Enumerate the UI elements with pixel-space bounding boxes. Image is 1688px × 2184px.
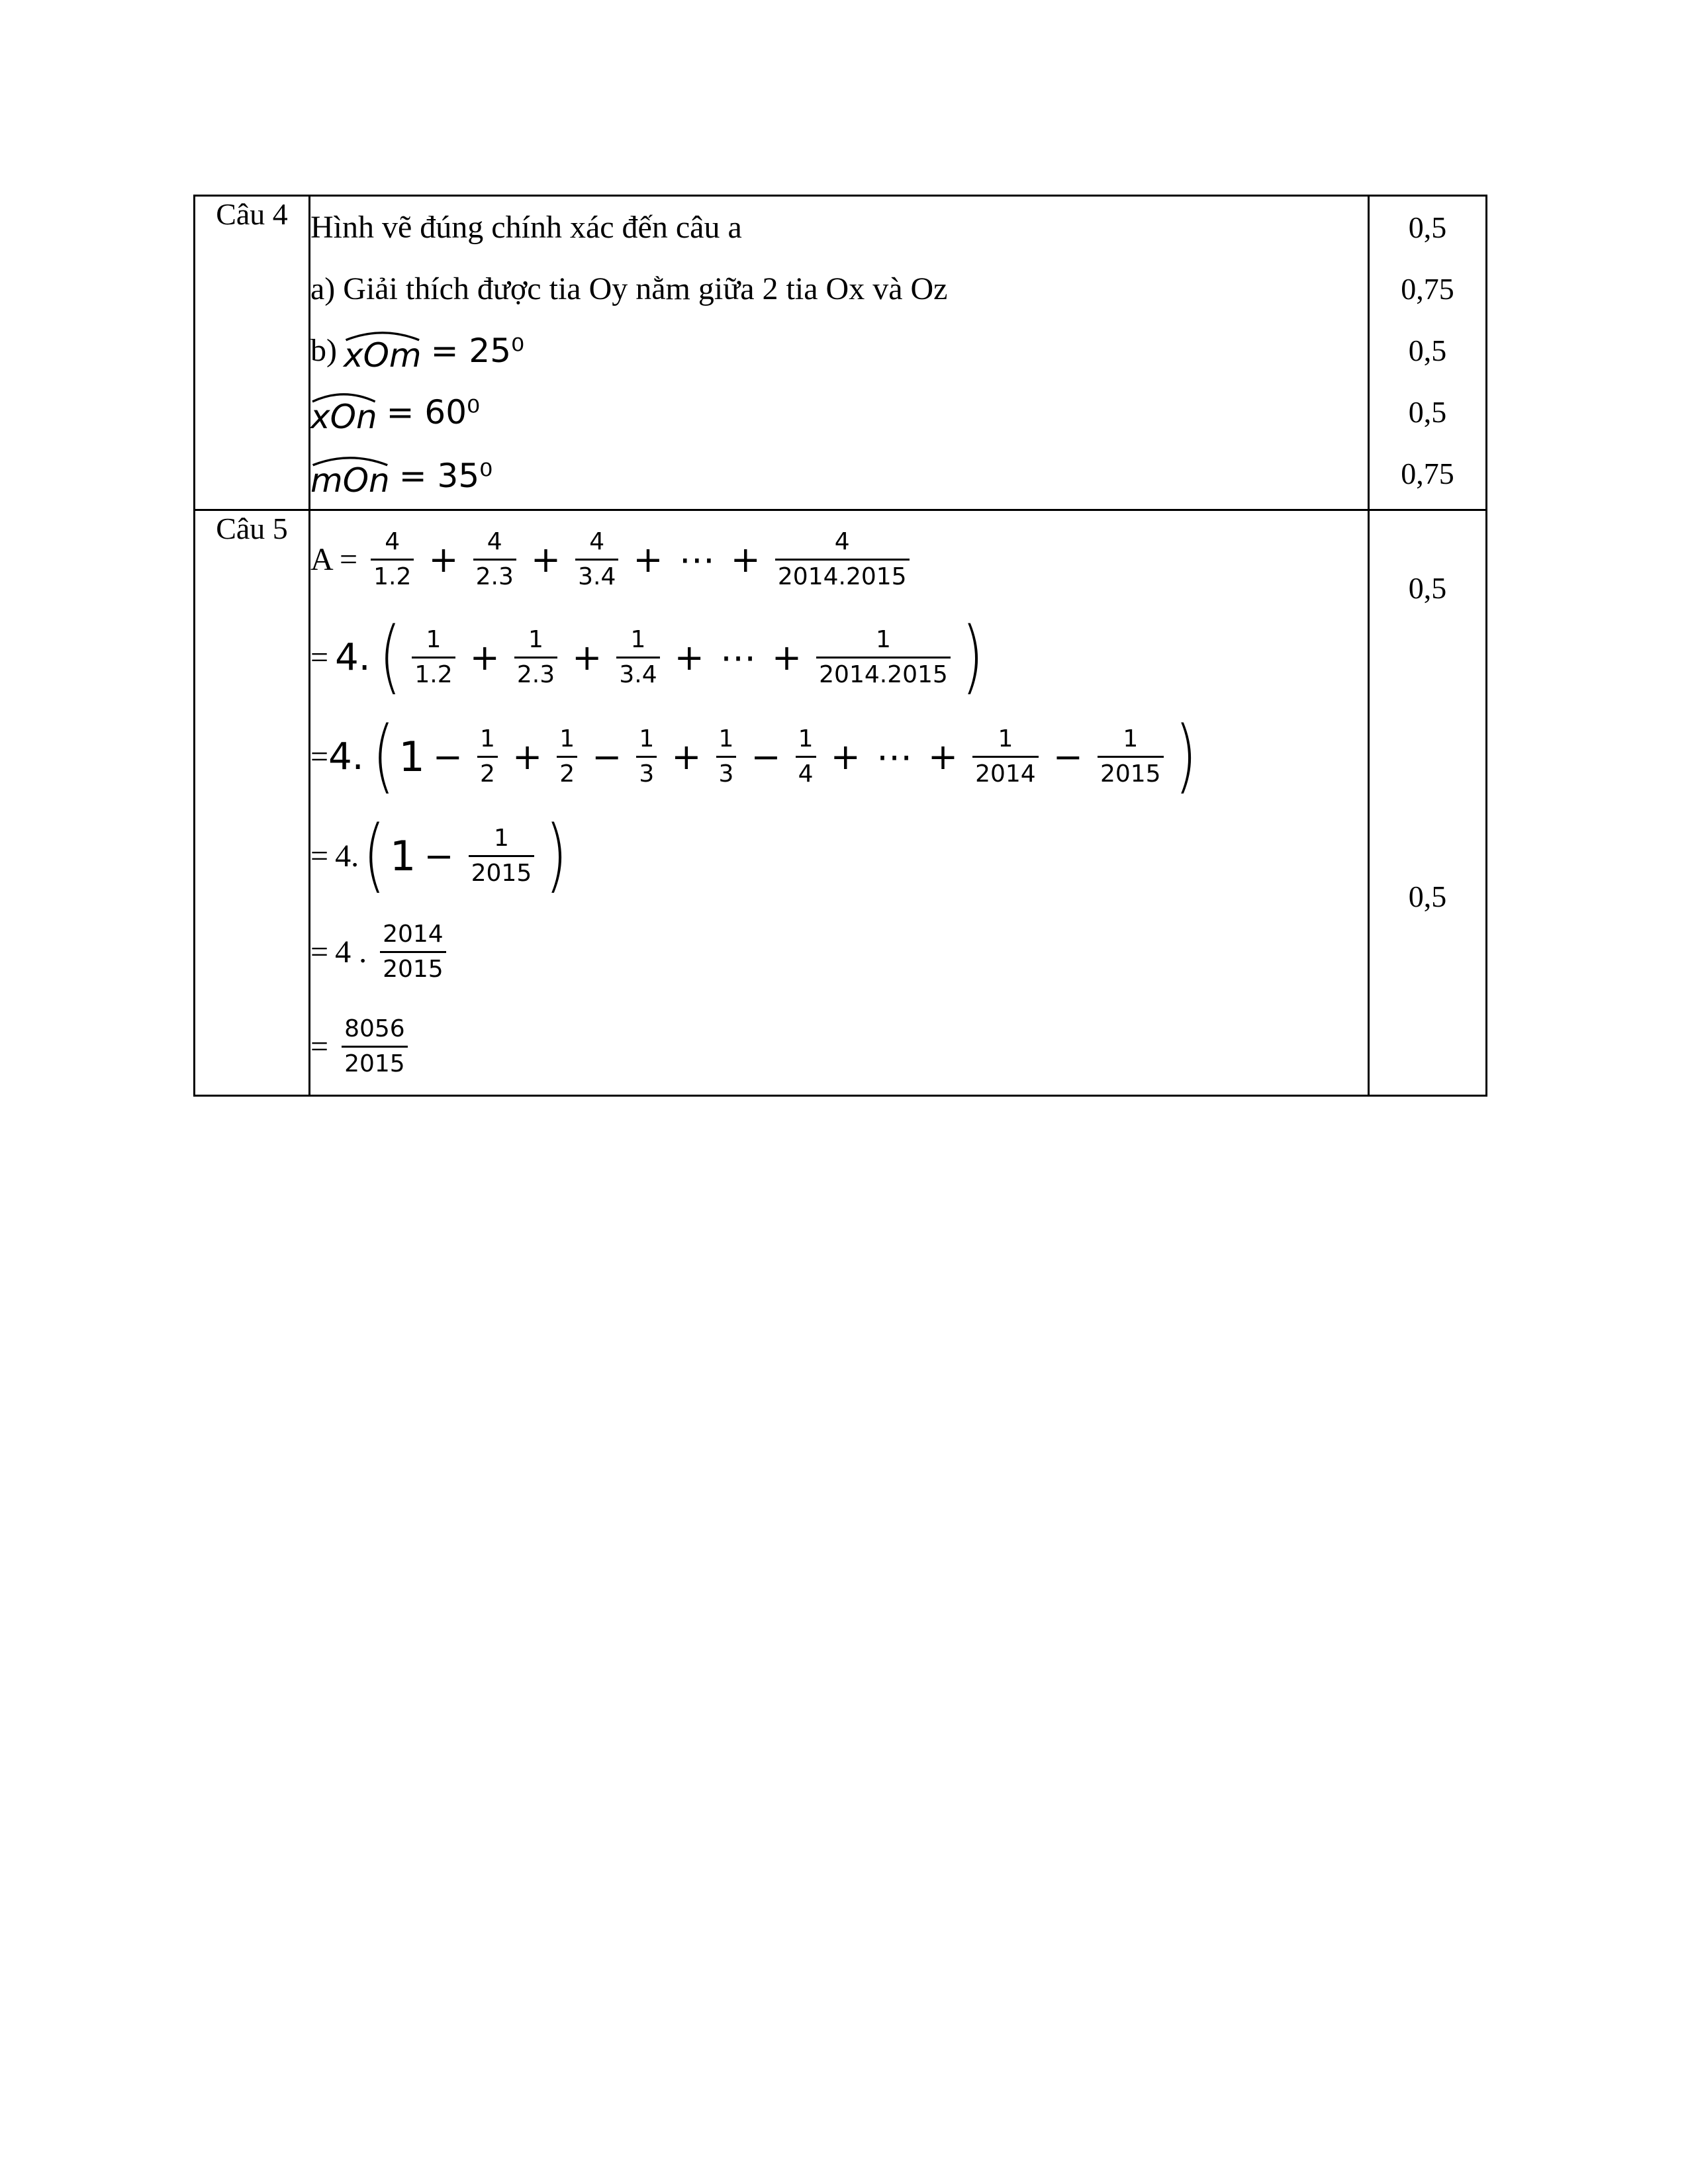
fraction: $\frac{1}{3}$ — [716, 725, 737, 788]
cau-4-line-xon — [310, 381, 1368, 443]
eq-line-3: = 4. ( 1 − $\frac{1}{2}$ + $\frac{1}{2}$ − $\frac{1}{3}$ + $\frac{1}{3}$ − $\frac{1}{4}$ + ⋯ + $\frac{1}{2014}$ − $\frac{1}{2015}$ ) — [310, 710, 1197, 802]
part-b-label: b) — [310, 333, 337, 368]
fraction: $\frac{1}{2014.2015}$ — [816, 626, 951, 688]
eq-line-5: = 4 . $\frac{2014}{2015}$ — [310, 905, 1368, 998]
score: 0,5 — [1408, 334, 1447, 367]
cau-5-label: Câu 5 — [195, 510, 310, 1096]
cau-5-scores — [1369, 510, 1487, 1096]
row-cau-4 — [195, 196, 1487, 510]
angle-xom-value: = 25⁰ — [430, 331, 525, 370]
angle-xon-value: = 60⁰ — [386, 392, 481, 432]
score: 0,75 — [1401, 457, 1454, 490]
angle-xom: xOm — [344, 327, 422, 375]
fraction: $\frac{1}{2015}$ — [469, 825, 535, 887]
eq-line-1: A = $\frac{4}{1.2}$ + $\frac{4}{2.3}$ + $\frac{4}{3.4}$ + ⋯ + $\frac{4}{2014.2015}$ — [310, 511, 1368, 608]
cau-4-content — [310, 196, 1369, 510]
fraction: $\frac{4}{1.2}$ — [371, 528, 414, 590]
score: 0,5 — [1408, 210, 1447, 244]
eq-line-2: = 4. ( $\frac{1}{1.2}$ + $\frac{1}{2.3}$ + $\frac{1}{3.4}$ + ⋯ + $\frac{1}{2014.2015}$ ) — [310, 611, 984, 703]
fraction: $\frac{4}{2014.2015}$ — [775, 528, 910, 590]
cau-5-content — [310, 510, 1369, 1096]
fraction: $\frac{1}{2014}$ — [972, 725, 1039, 788]
answer-table — [193, 195, 1487, 1097]
eq-line-6: = $\frac{8056}{2015}$ — [310, 998, 1368, 1095]
row-cau-5 — [195, 510, 1487, 1096]
fraction: $\frac{1}{4}$ — [796, 725, 816, 788]
fraction: $\frac{1}{3}$ — [636, 725, 657, 788]
fraction: $\frac{1}{2.3}$ — [514, 626, 557, 688]
fraction: $\frac{2014}{2015}$ — [380, 921, 446, 983]
fraction: $\frac{1}{1.2}$ — [412, 626, 455, 688]
cau-4-scores — [1369, 196, 1487, 510]
fraction: $\frac{1}{2}$ — [477, 725, 498, 788]
score: 0,75 — [1401, 272, 1454, 306]
cau-4-line-b — [310, 320, 1368, 381]
angle-mon: mOn — [310, 452, 390, 500]
fraction: $\frac{1}{2015}$ — [1098, 725, 1164, 788]
fraction: $\frac{1}{3.4}$ — [616, 626, 659, 688]
eq-line-4: = 4. ( 1 − $\frac{1}{2015}$ ) — [310, 809, 568, 901]
cau-4-line-2: a) Giải thích được tia Oy nằm giữa 2 tia Ox và Oz — [310, 271, 948, 306]
fraction: $\frac{4}{2.3}$ — [473, 528, 516, 590]
result-fraction: $\frac{8056}{2015}$ — [342, 1015, 408, 1077]
fraction: $\frac{4}{3.4}$ — [575, 528, 618, 590]
cau-4-line-1: Hình vẽ đúng chính xác đến câu a — [310, 210, 742, 245]
cau-4-line-mon — [310, 443, 1368, 509]
cau-4-label: Câu 4 — [195, 196, 310, 510]
angle-mon-value: = 35⁰ — [399, 457, 493, 495]
score: 0,5 — [1408, 880, 1447, 913]
a-label: A = — [310, 541, 358, 577]
score: 0,5 — [1408, 571, 1447, 605]
score: 0,5 — [1408, 395, 1447, 429]
fraction: $\frac{1}{2}$ — [557, 725, 577, 788]
angle-xon: xOn — [310, 388, 377, 436]
